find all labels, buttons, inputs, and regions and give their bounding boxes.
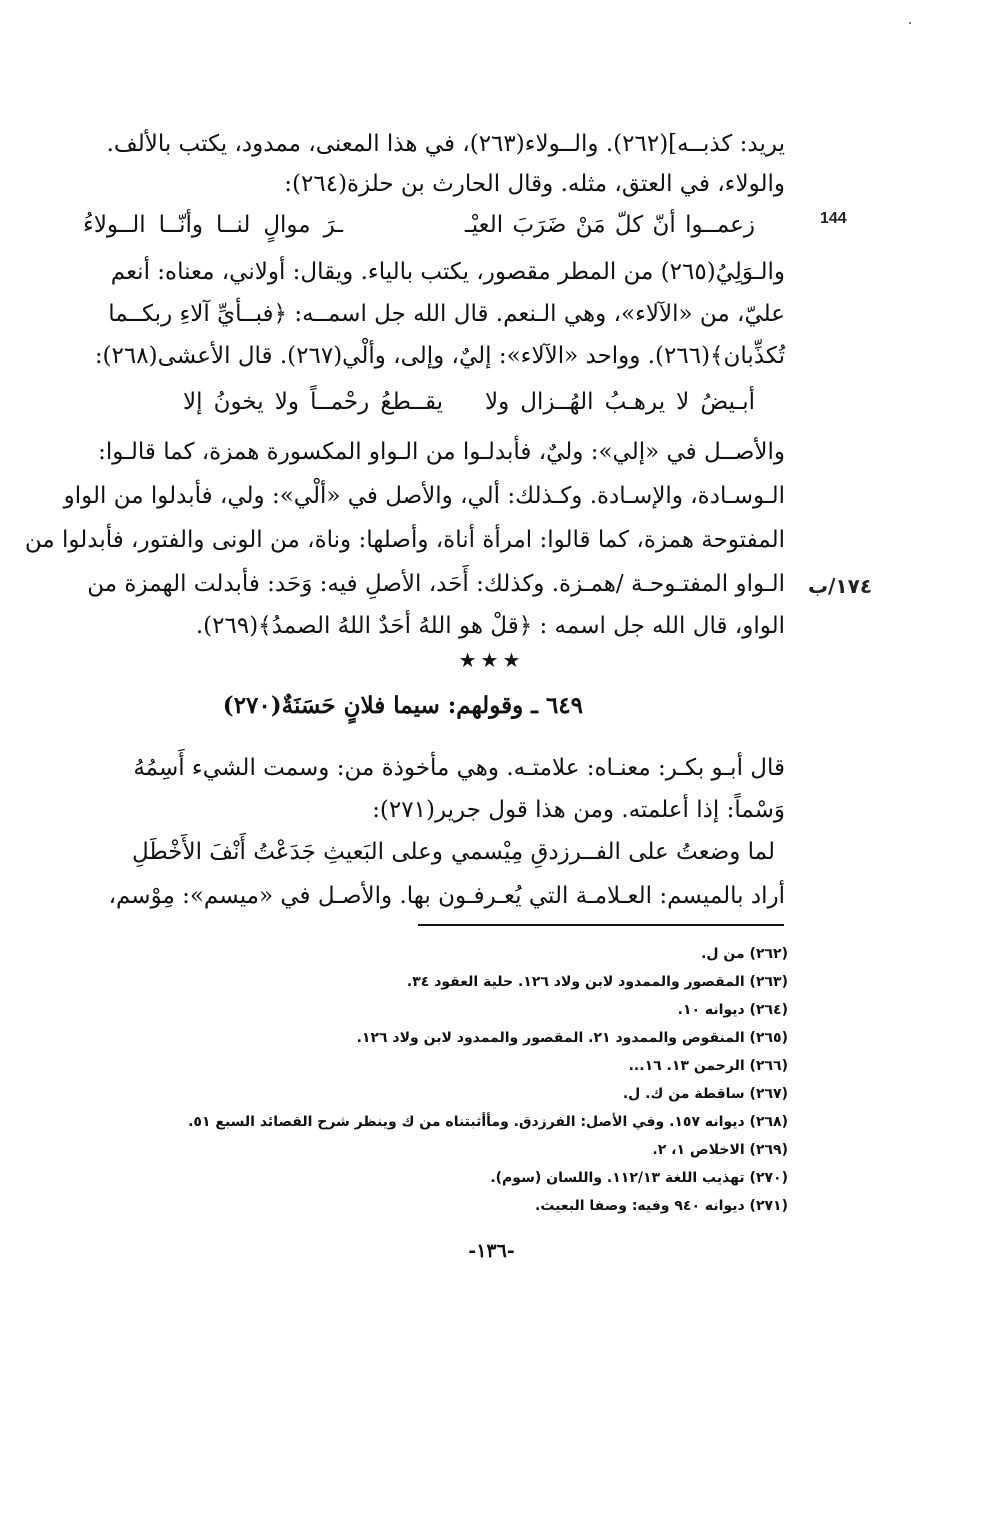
footnote-262: (٢٦٢) من ل. <box>701 946 788 962</box>
footnote-270: (٢٧٠) تهذيب اللغة ١١٢/١٣. واللسان (سوم). <box>490 1170 788 1186</box>
verse-1-first-hemistich: زعمــوا أنّ كلّ مَنْ ضَرَبَ العيْـ <box>465 212 755 238</box>
footnote-266: (٢٦٦) الرحمن ١٣. ١٦... <box>628 1058 788 1074</box>
text-line-2: والولاء، في العتق، مثله. وقال الحارث بن حلزة(٢٦٤): <box>284 171 785 197</box>
text-line-16: أراد بالميسم: العـلامـة التي يُعـرفـون بها. والأصـل في «ميسم»: مِوْسم، <box>108 883 785 909</box>
text-line-6: تُكذِّبان﴾(٢٦٦). وواحد «الآلاء»: إليٌ، وإلى، وألْي(٢٦٧). قال الأعشى(٢٦٨): <box>94 343 785 369</box>
margin-folio-reference: ١٧٤/ب <box>808 574 873 598</box>
text-line-14: وَسْماً: إذا أعلمته. ومن هذا قول جرير(٢٧١): <box>372 797 785 823</box>
text-line-11: الـواو المفتـوحـة /همـزة. وكذلك: أَحَد، الأصلِ فيه: وَحَد: فأبدلت الهمزة من <box>87 571 785 597</box>
text-line-13: قال أبـو بكـر: معنـاه: علامتـه. وهي مأخوذة من: وسمت الشيء أَسِمُهُ <box>133 755 785 781</box>
footnote-264: (٢٦٤) ديوانه ١٠. <box>677 1002 788 1018</box>
scan-speck <box>909 22 911 24</box>
verse-3-first-hemistich: لما وضعتُ على الفــرزدقِ مِيْسمي <box>450 839 775 865</box>
footnote-267: (٢٦٧) ساقطة من ك. ل. <box>622 1086 788 1102</box>
verse-2-first-hemistich: أبـيضُ لا يرهـبُ الهُــزال ولا <box>485 389 755 415</box>
footnote-271: (٢٧١) ديوانه ٩٤٠ وفيه: وصفا البعيث. <box>535 1198 788 1214</box>
verse-1-second-hemistich: ـرَ موالٍ لنــا وأنّــا الــولاءُ <box>83 212 343 238</box>
verse-2-second-hemistich: يقــطعُ رحْمــاً ولا يخونُ إلا <box>183 389 443 415</box>
footnote-263: (٢٦٣) المقصور والممدود لابن ولاد ١٢٦. حلية العقود ٣٤. <box>406 974 788 990</box>
text-line-8: والأصــل في «إلي»: وليٌ، فأبدلـوا من الـواو المكسورة همزة، كما قالـوا: <box>98 439 785 465</box>
section-heading: ٦٤٩ ـ وقولهم: سيما فلانٍ حَسَنَةٌ(٢٧٠) <box>222 692 583 719</box>
text-line-5: عليّ، من «الآلاء»، وهي الـنعم. قال الله جل اسمــه: ﴿فبــأيِّ آلاءِ ربكــما <box>108 301 785 327</box>
page-number: -١٣٦- <box>468 1240 515 1262</box>
footnote-separator <box>418 924 784 926</box>
footnote-268: (٢٦٨) ديوانه ١٥٧. وفي الأصل: الفرزدق. ومأأثبتناه من ك وينظر شرح القصائد السبع ٥١. <box>188 1114 788 1130</box>
text-line-10: المفتوحة همزة، كما قالوا: امرأة أناة، وأصلها: وناة، من الونى والفتور، فأبدلوا من <box>24 527 785 553</box>
margin-page-reference: 144 <box>820 210 847 227</box>
section-divider-stars: ★★★ <box>458 648 525 672</box>
text-line-12: الواو، قال الله جل اسمه : ﴿قلْ هو اللهُ أحَدٌ اللهُ الصمدُ﴾(٢٦٩). <box>195 613 785 639</box>
footnote-269: (٢٦٩) الاخلاص ١، ٢. <box>652 1142 788 1158</box>
text-line-9: الـوسـادة، والإسـادة. وكـذلك: ألي، والأصل في «ألْي»: ولي، فأبدلوا من الواو <box>63 483 785 509</box>
text-line-4: والـوَلِيُ(٢٦٥) من المطر مقصور، يكتب بالياء. ويقال: أولاني، معناه: أنعم <box>110 259 785 285</box>
text-line-1: يريد: كذبــه](٢٦٢). والــولاء(٢٦٣)، في هذا المعنى، ممدود، يكتب بالألف. <box>106 131 785 157</box>
footnote-265: (٢٦٥) المنقوص والممدود ٢١. المقصور والممدود لابن ولاد ١٢٦. <box>356 1030 788 1046</box>
verse-3-second-hemistich: وعلى البَعيثِ جَدَعْتُ أَنْفَ الأَخْطَلِ <box>131 839 443 865</box>
